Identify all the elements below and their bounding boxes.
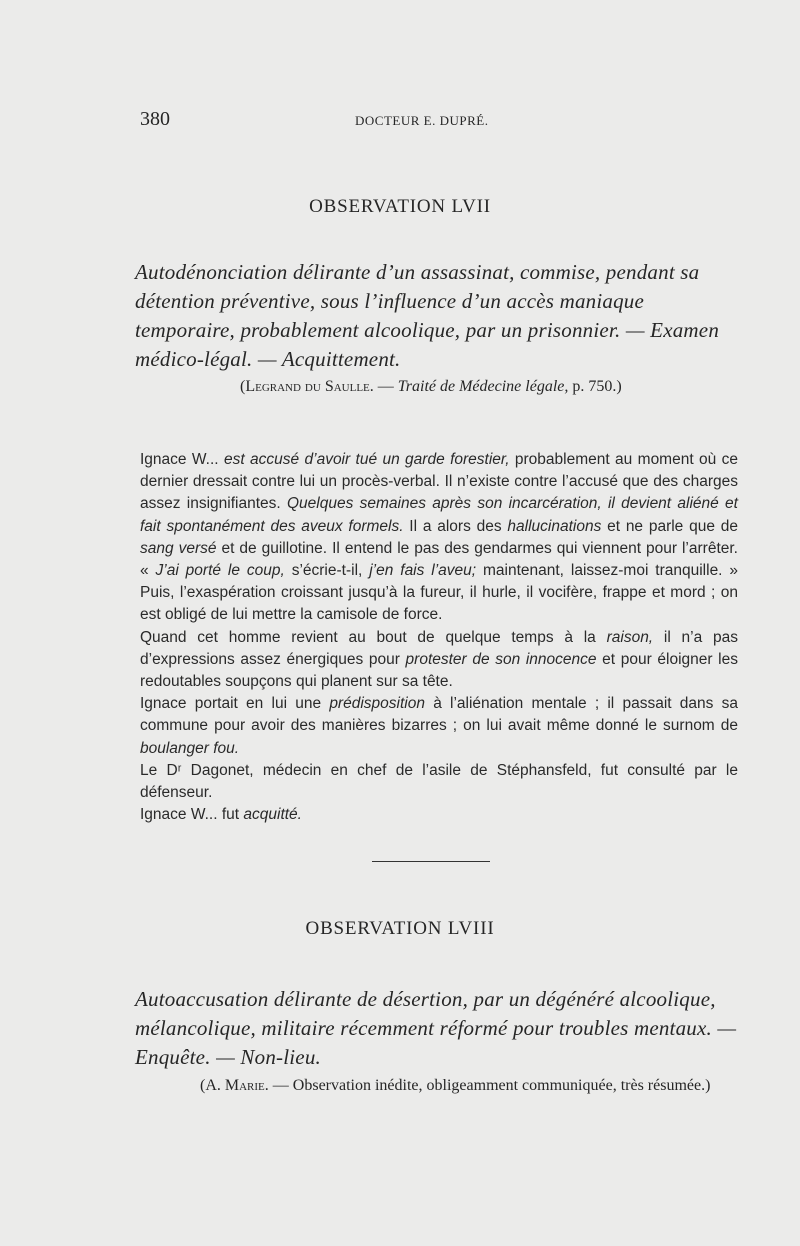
source-author: Legrand du Saulle. (245, 378, 374, 395)
section-divider (372, 861, 490, 862)
text-run-italic: protester de son innocence (405, 650, 597, 668)
paragraph-4 (140, 760, 738, 804)
observation-57-source: (Legrand du Saulle. — Traité de Médecine légale, p. 750.) (240, 378, 622, 395)
text-run-italic: est accusé d’avoir tué un garde forestier, (223, 451, 510, 468)
observation-58-source: (A. Marie. — Observation inédite, obligeamment communiquée, très résumée.) (200, 1077, 711, 1094)
page-number: 380 (140, 108, 170, 130)
source-work: Traité de Médecine légale, (397, 378, 569, 395)
observation-57-title: OBSERVATION LVII (309, 196, 491, 217)
text-run: Il a alors des (409, 517, 502, 535)
source-page: p. 750.) (572, 378, 622, 395)
text-run: s’écrie-t-il, (291, 562, 363, 580)
text-run: probablement au moment où ce dernier dressait contre lui un procès-verbal. Il n’existe contre l’accusé que des charges assez insignifiantes. (140, 451, 738, 513)
text-run: Quand cet homme revient au bout de quelque temps à la (140, 628, 596, 646)
text-run-italic: sang versé (140, 539, 217, 557)
text-run: et de guillotine. Il entend le pas des gendarmes qui viennent pour l’arrêter. « (140, 539, 738, 580)
text-run-italic: boulanger fou. (140, 739, 240, 757)
paragraph-2 (140, 627, 738, 694)
running-head: DOCTEUR E. DUPRÉ. (355, 113, 489, 128)
observation-57-subtitle: Autodénonciation délirante d’un assassinat, commise, pendant sa détention préventive, sous l’influence d’un accès maniaque temporaire, probablement alcoolique, par un prisonnier. — Examen médico-légal. — Acquittement. (135, 260, 720, 371)
paragraph-3 (140, 693, 738, 760)
text-run: et pour éloigner les redoutables soupçons qui planent sur sa tête. (140, 650, 738, 691)
observation-58-title: OBSERVATION LVIII (305, 918, 495, 939)
text-run: maintenant, laissez-moi tranquille. » Puis, l’exaspération croissant jusqu’à la fureur, il hurle, il vocifère, frappe et mord ; on est obligé de lui mettre la camisole de force. (140, 562, 739, 624)
observation-58-subtitle: Autoaccusation délirante de désertion, par un dégénéré alcoolique, mélancolique, militaire récemment réformé pour troubles mentaux. — Enquête. — Non-lieu. (135, 987, 737, 1069)
text-run: Ignace portait en lui une (140, 695, 322, 713)
text-run-italic: Quelques semaines après son incarcération, il devient aliéné et fait spontanément des aveux formels. (140, 495, 738, 535)
paragraph-1 (140, 449, 738, 627)
text-run-italic: hallucinations (507, 517, 602, 535)
text-run-italic: acquitté. (243, 806, 302, 824)
page-header (140, 108, 740, 134)
text-run: Le Dʳ Dagonet, médecin en chef de l’asile de Stéphansfeld, fut consulté par le défenseur. (140, 761, 738, 802)
observation-57-body (140, 449, 738, 826)
text-run: Ignace W... (140, 451, 219, 468)
source-text: — Observation inédite, obligeamment communiquée, très résumée.) (272, 1077, 711, 1094)
source-author: A. Marie. (205, 1077, 269, 1094)
text-run: Ignace W... fut (140, 806, 240, 824)
text-run-italic: raison, (606, 628, 654, 646)
text-run: à l’aliénation mentale ; il passait dans sa commune pour avoir des manières bizarres ; on lui avait même donné le surnom de (140, 695, 738, 735)
text-run-italic: J’ai porté le coup, (155, 562, 285, 580)
text-run-italic: prédisposition (329, 695, 425, 713)
text-run: et ne parle que de (607, 517, 738, 535)
text-run-italic: j’en fais l’aveu; (369, 562, 477, 580)
text-run: il n’a pas d’expressions assez énergiques pour (140, 628, 739, 668)
paragraph-5 (140, 804, 738, 826)
